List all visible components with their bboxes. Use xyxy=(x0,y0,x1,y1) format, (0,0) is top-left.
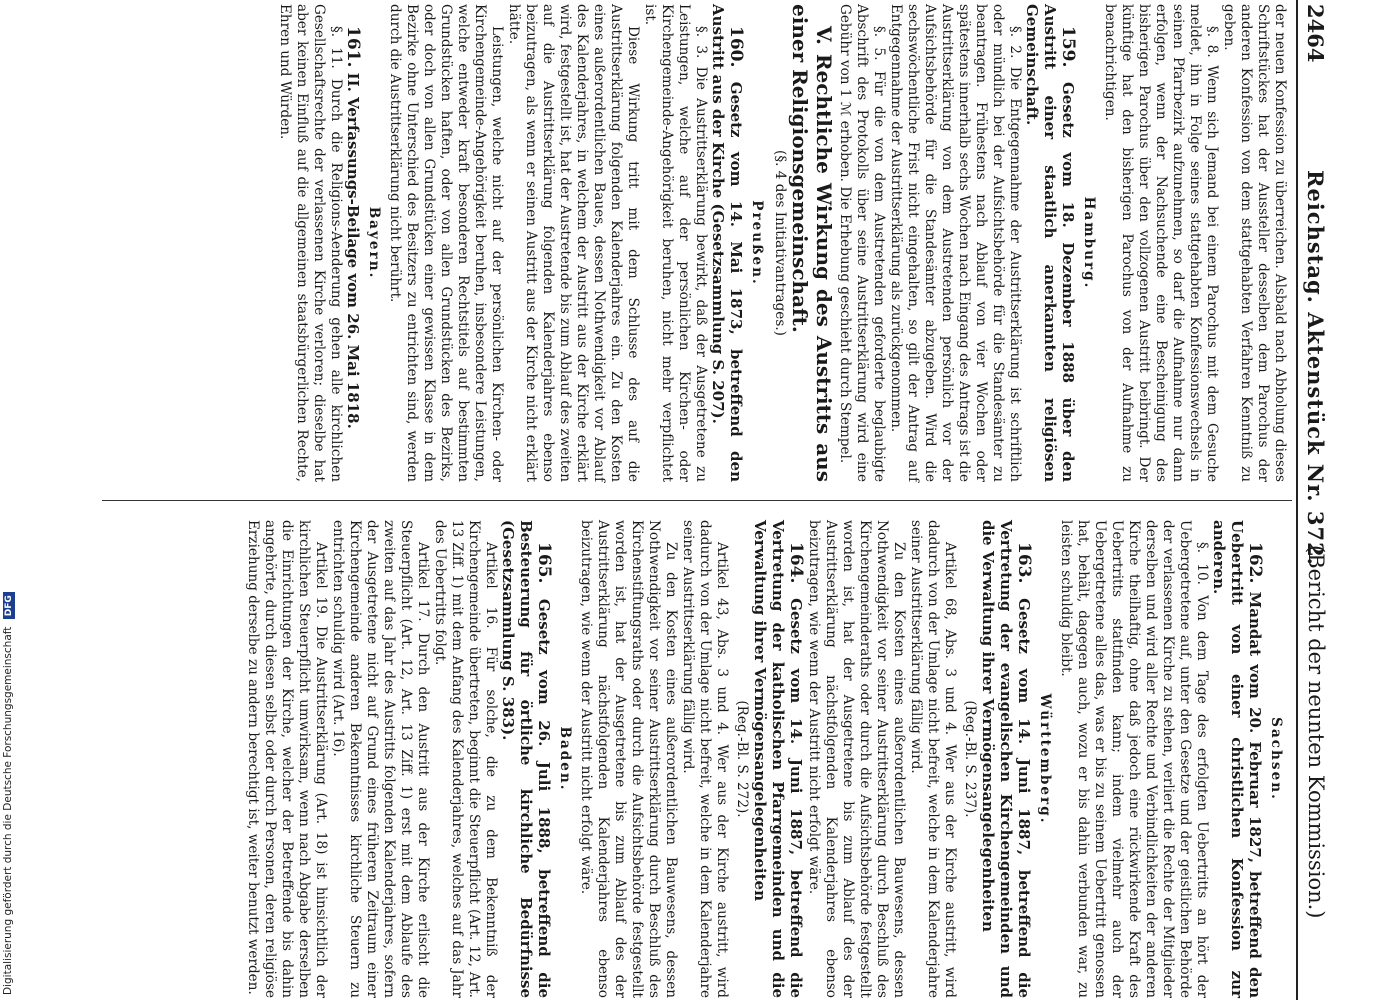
section-heading: V. Rechtliche Wirkung des Austritts aus einer Religionsgemeinschaft. xyxy=(788,4,836,482)
paragraph: §. 3. Die Austrittserklärung bewirkt, daß der Ausgetretene zu Leistungen, welche auf der persönlichen Kirchen- oder Kirchengemeinde-Angehörigkeit beruhen, nicht mehr verpflichtet ist. xyxy=(642,4,709,482)
law-reference: (Reg.-Bl. S. 237). xyxy=(962,700,978,818)
page-header xyxy=(1292,0,1332,1000)
digitization-credit xyxy=(2,592,15,995)
law-title-text: Gesetz vom 14. Juni 1887, betreffend die Vertretung der katholischen Pfarrgemeinden und die Verwaltung ihrer Vermögensangelegenheiten xyxy=(751,520,805,998)
running-subtitle: (Bericht der neunten Kommission.) xyxy=(1304,545,1328,919)
law-title-text: Mandat vom 20. Februar 1827, betreffend den Uebertritt von einer christlichen Konfession zur anderen. xyxy=(1210,520,1264,998)
left-column xyxy=(276,4,1288,482)
law-title xyxy=(979,520,1033,998)
state-heading: Baden. xyxy=(557,726,573,792)
paragraph: Zu den Kosten eines außerordentlichen Bauwesens, dessen Nothwendigkeit vor seiner Austrittserklärung durch Beschluß des Kirchengemeinderaths oder durch die Aufsichtsbehörde festgestellt worden ist, hat der Ausgetretene bis zum Ablauf des der Austrittserklärung nächstfolgenden Kalenderjahres ebenso beizutragen, wie wenn der Austritt nicht erfolgt wäre. xyxy=(806,520,907,998)
law-number: 162. xyxy=(1245,542,1265,584)
paragraph: Zu den Kosten eines außerordentlichen Bauwesens, dessen Nothwendigkeit vor seiner Austrittserklärung durch Beschluß des Kirchenstiftungsraths oder durch die Aufsichtsbehörde festgestellt worden ist, hat der Ausgetretene bis zum Ablauf des der Austrittserklärung nächstfolgenden Kalenderjahres ebenso beizutragen, wie wenn der Austritt nicht erfolgt wäre. xyxy=(578,520,679,998)
dfg-logo: DFG xyxy=(3,592,15,619)
law-title-text: Gesetz vom 18. Dezember 1888 über den Austritt einer staatlich anerkannten religiösen Gemeinschaft. xyxy=(1023,4,1077,482)
law-number: 160. xyxy=(726,26,746,68)
law-title xyxy=(709,4,745,482)
document-page xyxy=(92,0,1332,1000)
paragraph: Artikel 19. Die Austrittserklärung (Art. 18) ist hinsichtlich der kirchlichen Steuerpflicht umwirksam, wenn nach Abgabe derselben die Einrichtungen der Kirche, welcher der Betreffende bis dahin angehörte, durch diesen selbst oder durch Personen, deren religiöse Erziehung derselbe zu andern berechtigt ist, weiter benutzt werden. xyxy=(245,520,329,998)
state-heading: Bayern. xyxy=(366,206,382,280)
column-divider xyxy=(102,500,1292,501)
paragraph: Diese Wirkung tritt mit dem Schlusse des auf die Austrittserklärung folgenden Kalenderjahres ein. Zu den Kosten eines außerordentlichen Baues, dessen Nothwendigkeit vor Ablauf des Kalenderjahres, in welchem der Austritt aus der Kirche erklärt wird, festgestellt ist, hat der Austretende bis zum Ablauf des zweiten auf die Austrittserklärung folgenden Kalenderjahres ebenso beizutragen, als wenn er seinen Austritt aus der Kirche nicht erklärt hätte. xyxy=(506,4,641,482)
paragraph: §. 10. Von dem Tage des erfolgten Uebertritts an hört der Uebergetretene auf, unter den Gesetze und der geistlichen Behörde der verlassenen Kirche zu stehen, verliert die Rechte der Mitglieder derselben und wird aller Rechte und Verbindlichkeiten der anderen Kirche theilhaftig, ohne daß jedoch eine rückwirkende Kraft des Uebertritts stattfinden kann; indem vielmehr auch der Uebergetretene alles das, was er bis zu seinem Uebertritt genossen hat, behält, dagegen auch, wozu er bis dahin verbunden war, zu leisten schuldig bleibt. xyxy=(1058,520,1210,998)
paragraph: der neuen Konfession zu überreichen. Alsbald nach Abholung dieses Schriftstückes hat der Aussteller desselben dem Parochus der anderen Konfession von dem stattgehabten Verfahren Kenntniß zu geben. xyxy=(1221,4,1288,482)
law-title xyxy=(499,520,553,998)
paragraph: Artikel 43, Abs. 3 und 4. Wer aus der Kirche austritt, wird dadurch von der Umlage nicht befreit, welche in dem Kalenderjahre seiner Austrittserklärung fällig wird. xyxy=(680,520,730,998)
state-heading: Hamburg. xyxy=(1081,196,1097,290)
paragraph: Artikel 68, Abs. 3 und 4. Wer aus der Kirche austritt, wird dadurch von der Umlage nicht befreit, welche in dem Kalenderjahre seiner Austrittserklärung fällig wird. xyxy=(908,520,958,998)
paragraph: §. 5. Für die von dem Austretenden geforderte beglaubigte Abschrift des Protokolls über seine Austrittserklärung wird eine Gebühr von 1 ℳ erhoben. Die Erhebung geschieht durch Stempel. xyxy=(837,4,887,482)
paragraph: §. 2. Die Entgegennahme der Austrittserklärung ist schriftlich oder mündlich bei der Aufsichtsbehörde für die Standesämter zu beantragen. Frühestens nach Ablauf von vier Wochen oder spätestens innerhalb sechs Wochen nach Eingang des Antrags ist die Austrittserklärung von dem Austretenden persönlich vor der Aufsichtsbehörde für die Standesämter abzugeben. Wird die sechswöchentliche Frist nicht eingehalten, so gilt der Antrag auf Entgegennahme der Austrittserklärung als zurückgenommen. xyxy=(888,4,1023,482)
state-heading: Preußen. xyxy=(749,200,765,286)
paragraph: Leistungen, welche nicht auf der persönlichen Kirchen- oder Kirchengemeinde-Angehörigkeit beruhen, insbesondere Leistungen, welche entweder kraft besonderen Rechtstitels auf bestimmten Grundstücken haften, oder von allen Grundstücken des Bezirks, oder doch von allen Grundstücken einer gewissen Klasse in dem Bezirke ohne Unterschied des Besitzers zu entrichten sind, werden durch die Austrittserklärung nicht berührt. xyxy=(387,4,505,482)
law-title-text: Gesetz vom 14. Mai 1873, betreffend den Austritt aus der Kirche (Gesetzsammlung S. 207). xyxy=(709,4,745,482)
credit-text: Digitalisierung gefördert durch die Deutsche Forschungsgemeinschaft xyxy=(2,626,14,995)
law-title xyxy=(344,4,362,482)
state-heading: Sachsen. xyxy=(1268,717,1284,801)
header-rule xyxy=(1296,0,1298,1000)
law-number: 161. xyxy=(343,26,363,68)
law-reference: (Reg.-Bl. S. 272). xyxy=(734,700,750,818)
law-title xyxy=(1210,520,1264,998)
paragraph: §. 11. Durch die Religions-Aenderung gehen alle kirchlichen Gesellschaftsrechte der verlassenen Kirche verloren; dieselbe hat aber keinen Einfluß auf die allgemeinen staatsbürgerlichen Rechte, Ehren und Würden. xyxy=(277,4,344,482)
law-title-text: Gesetz vom 26. Juli 1888, betreffend die Besteuerung für örtliche kirchliche Bedürfnisse (Gesetzsammlung S. 383). xyxy=(499,520,553,998)
paragraph: Artikel 17. Durch den Austritt aus der Kirche erlischt die Steuerpflicht (Art. 12, Art. 13 Ziff. 1) erst mit dem Ablaufe des zweiten auf das Jahr des Austritts folgenden Kalenderjahres, sofern der Ausgetretene nicht auf Grund eines früheren Zeitraum einer Kirchengemeinde anderen Bekenntnisses kirchliche Steuern zu entrichten schuldig wird (Art. 16). xyxy=(330,520,431,998)
law-number: 159. xyxy=(1058,26,1078,68)
right-column xyxy=(244,520,1288,998)
law-title xyxy=(751,520,805,998)
paragraph: Artikel 16. Für solche, die zu dem Bekenntniß der Kirchengemeinde übertreten, beginnt die Steuerpflicht (Art. 12, Art. 13 Ziff. 1) mit dem Anfang des Kalenderjahres, welches auf das Jahr des Uebertritts folgt. xyxy=(432,520,499,998)
paragraph: §. 8. Wenn sich Jemand bei einem Parochus mit dem Gesuche meldet, ihn in Folge seines stattgehabten Konfessionswechsels in seinen Pfarrbezirk aufzunehmen, so darf die Aufnahme nur dann erfolgen, wenn der Nachsuchende eine Bescheinigung des bisherigen Parochus über den vollzogenen Austritt beibringt. Der künftige hat den bisherigen Parochus von der Aufnahme zu benachrichtigen. xyxy=(1102,4,1220,482)
law-title-text: II. Verfassungs-Beilage vom 26. Mai 1818. xyxy=(344,72,362,429)
law-title xyxy=(1023,4,1077,482)
law-number: 163. xyxy=(1014,542,1034,584)
law-number: 164. xyxy=(786,542,806,584)
page-number: 2464 xyxy=(1303,4,1328,63)
section-subheading: (§. 4 des Initiativantrages.) xyxy=(772,150,788,336)
running-title: Reichstag. Aktenstück Nr. 372. xyxy=(1303,170,1328,566)
state-heading: Württemberg. xyxy=(1037,693,1053,825)
law-number: 165. xyxy=(534,542,554,584)
law-title-text: Gesetz vom 14. Juni 1887, betreffend die Vertretung der evangelischen Kirchengemeinden und die Verwaltung ihrer Vermögensangelegenheiten xyxy=(979,520,1033,998)
